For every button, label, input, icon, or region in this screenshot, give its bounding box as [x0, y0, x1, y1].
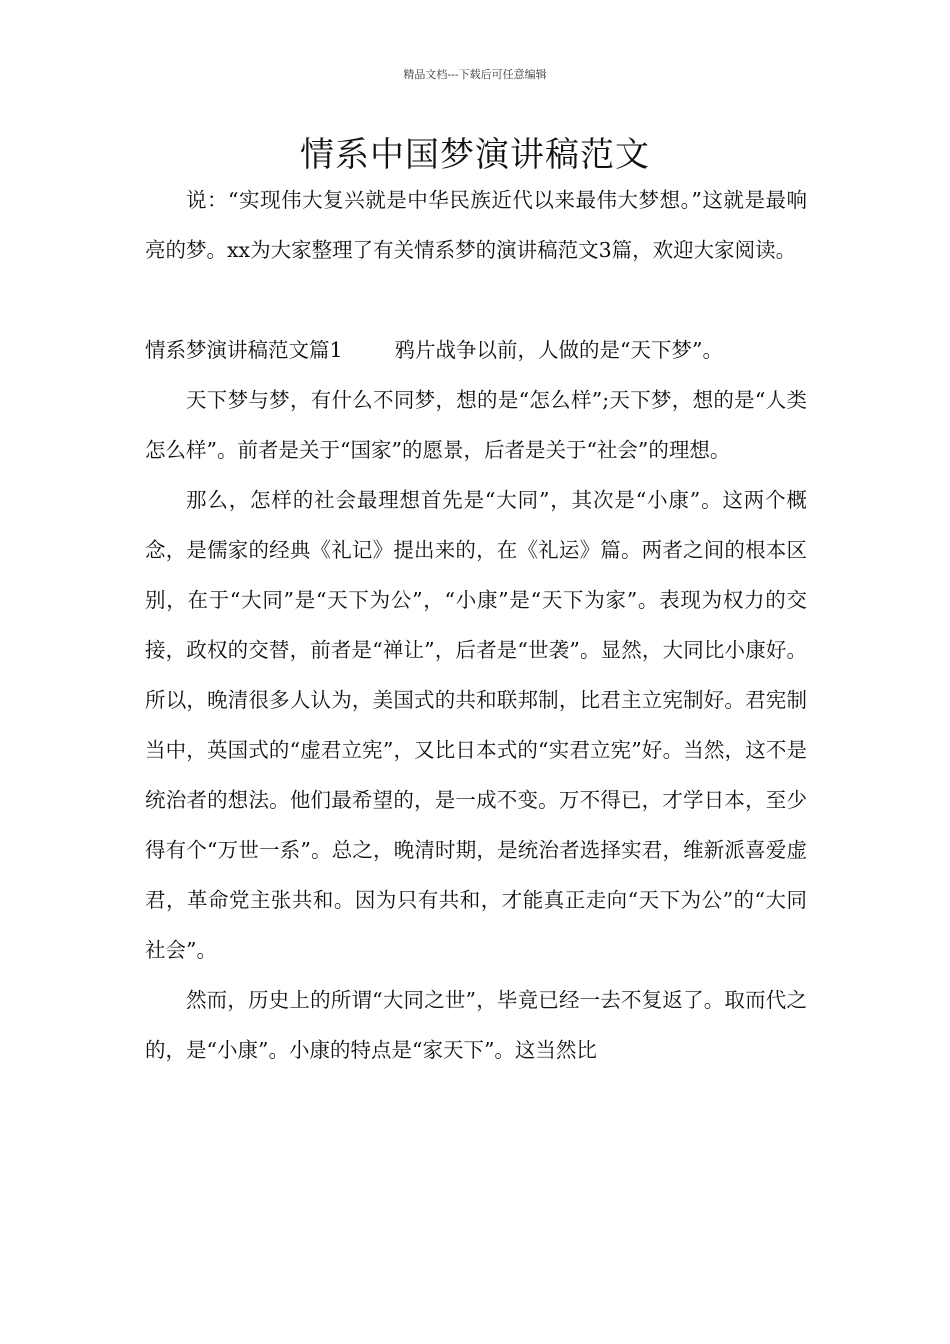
document-body [145, 175, 807, 1075]
body-paragraph-1: 天下梦与梦，有什么不同梦，想的是“怎么样”;天下梦，想的是“人类怎么样”。前者是关于“国家”的愿景，后者是关于“社会”的理想。 [145, 388, 807, 462]
section-heading: 情系梦演讲稿范文篇1 [145, 338, 343, 362]
intro-paragraph: 说：“实现伟大复兴就是中华民族近代以来最伟大梦想。”这就是最响亮的梦。xx为大家整理了有关情系梦的演讲稿范文3篇，欢迎大家阅读。 [145, 188, 807, 262]
paragraph-gap [145, 275, 807, 325]
body-paragraph-2: 那么，怎样的社会最理想首先是“大同”，其次是“小康”。这两个概念，是儒家的经典《礼记》提出来的，在《礼运》篇。两者之间的根本区别，在于“大同”是“天下为公”，“小康”是“天下为家”。表现为权力的交接，政权的交替，前者是“禅让”，后者是“世袭”。显然，大同比小康好。所以，晚清很多人认为，美国式的共和联邦制，比君主立宪制好。君宪制当中，英国式的“虚君立宪”，又比日本式的“实君立宪”好。当然，这不是统治者的想法。他们最希望的，是一成不变。万不得已，才学日本，至少得有个“万世一系”。总之，晚清时期，是统治者选择实君，维新派喜爱虚君，革命党主张共和。因为只有共和，才能真正走向“天下为公”的“大同社会”。 [145, 488, 807, 962]
body-paragraph-3: 然而，历史上的所谓“大同之世”，毕竟已经一去不复返了。取而代之的，是“小康”。小康的特点是“家天下”。这当然比 [145, 988, 807, 1062]
document-title: 情系中国梦演讲稿范文 [300, 135, 650, 175]
section-heading-line [145, 325, 807, 375]
page-header: 精品文档---下载后可任意编辑 [403, 68, 547, 81]
section-first-line: 鸦片战争以前，人做的是“天下梦”。 [394, 338, 724, 362]
